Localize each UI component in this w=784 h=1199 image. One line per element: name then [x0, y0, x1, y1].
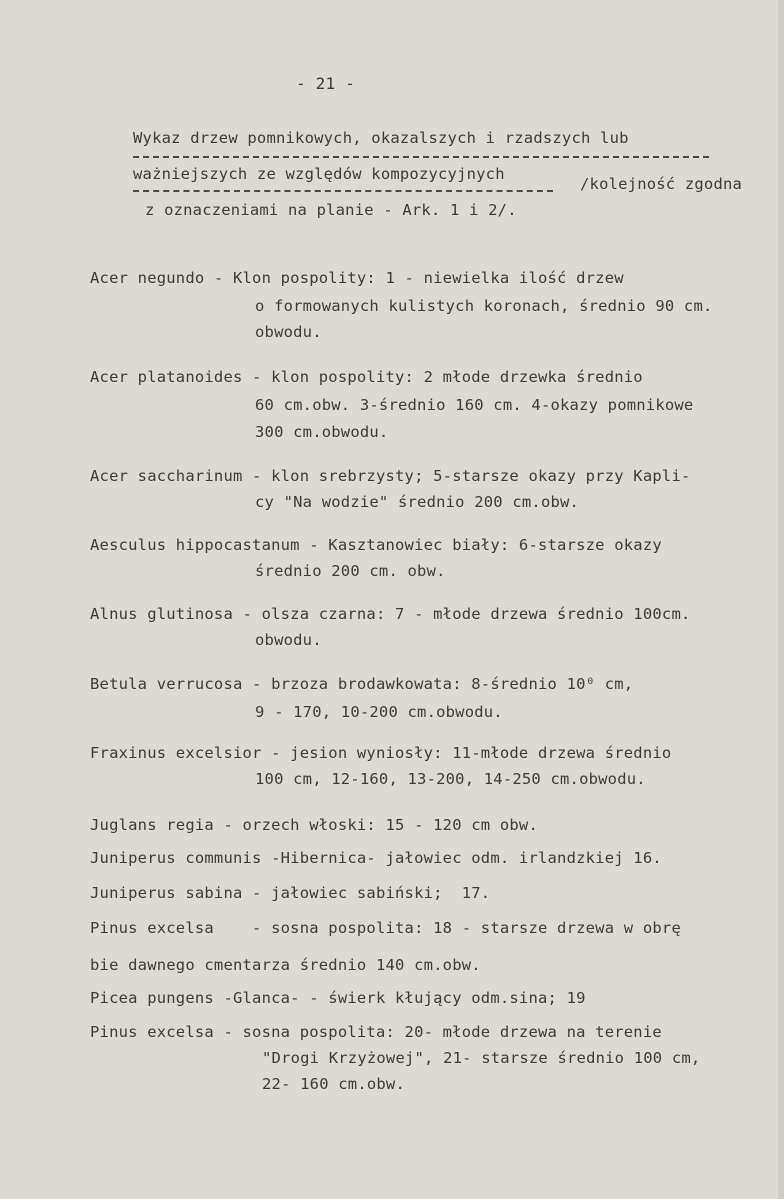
entry-pinus-excelsa-2-line-2: "Drogi Krzyżowej", 21- starsze średnio 100 cm,: [262, 1049, 701, 1067]
entry-betula-line-2: 9 - 170, 10-200 cm.obwodu.: [255, 703, 503, 721]
heading-line-3: z oznaczeniami na planie - Ark. 1 i 2/.: [145, 201, 517, 219]
heading-underline-2: [133, 190, 553, 192]
entry-acer-platanoides-line-2: 60 cm.obw. 3-średnio 160 cm. 4-okazy pomnikowe: [255, 396, 694, 414]
heading-underline-1: [133, 156, 709, 158]
heading-line-2: ważniejszych ze względów kompozycyjnych: [133, 165, 505, 183]
entry-juniperus-sabina-line-1: Juniperus sabina - jałowiec sabiński; 17.: [90, 884, 491, 902]
entry-juglans-line-1: Juglans regia - orzech włoski: 15 - 120 cm obw.: [90, 816, 538, 834]
heading-note: /kolejność zgodna: [580, 175, 743, 193]
entry-fraxinus-line-1: Fraxinus excelsior - jesion wyniosły: 11-młode drzewa średnio: [90, 744, 672, 762]
entry-alnus-line-1: Alnus glutinosa - olsza czarna: 7 - młode drzewa średnio 100cm.: [90, 605, 691, 623]
entry-acer-saccharinum-line-2: cy "Na wodzie" średnio 200 cm.obw.: [255, 493, 580, 511]
page-number: - 21 -: [296, 74, 355, 93]
entry-pinus-excelsa-1-line-2: bie dawnego cmentarza średnio 140 cm.obw.: [90, 956, 481, 974]
entry-aesculus-line-1: Aesculus hippocastanum - Kasztanowiec biały: 6-starsze okazy: [90, 536, 662, 554]
entry-acer-platanoides-line-1: Acer platanoides - klon pospolity: 2 młode drzewka średnio: [90, 368, 643, 386]
entry-alnus-line-2: obwodu.: [255, 631, 322, 649]
entry-pinus-excelsa-2-line-1: Pinus excelsa - sosna pospolita: 20- młode drzewa na terenie: [90, 1023, 662, 1041]
entry-acer-negundo-line-2: o formowanych kulistych koronach, średnio 90 cm.: [255, 297, 713, 315]
page-edge-shadow: [778, 0, 784, 1199]
entry-pinus-excelsa-2-line-3: 22- 160 cm.obw.: [262, 1075, 405, 1093]
entry-picea-pungens-line-1: Picea pungens -Glanca- - świerk kłujący odm.sina; 19: [90, 989, 586, 1007]
entry-acer-negundo-line-1: Acer negundo - Klon pospolity: 1 - niewielka ilość drzew: [90, 269, 624, 287]
entry-acer-saccharinum-line-1: Acer saccharinum - klon srebrzysty; 5-starsze okazy przy Kapli-: [90, 467, 691, 485]
entry-betula-line-1: Betula verrucosa - brzoza brodawkowata: 8-średnio 10⁰ cm,: [90, 675, 634, 693]
entry-acer-negundo-line-3: obwodu.: [255, 323, 322, 341]
entry-acer-platanoides-line-3: 300 cm.obwodu.: [255, 423, 389, 441]
entry-fraxinus-line-2: 100 cm, 12-160, 13-200, 14-250 cm.obwodu.: [255, 770, 646, 788]
entry-juniperus-communis-line-1: Juniperus communis -Hibernica- jałowiec odm. irlandzkiej 16.: [90, 849, 662, 867]
heading-line-1: Wykaz drzew pomnikowych, okazalszych i rzadszych lub: [133, 129, 629, 147]
entry-aesculus-line-2: średnio 200 cm. obw.: [255, 562, 446, 580]
entry-pinus-excelsa-1-line-1: Pinus excelsa - sosna pospolita: 18 - starsze drzewa w obrę: [90, 919, 681, 937]
